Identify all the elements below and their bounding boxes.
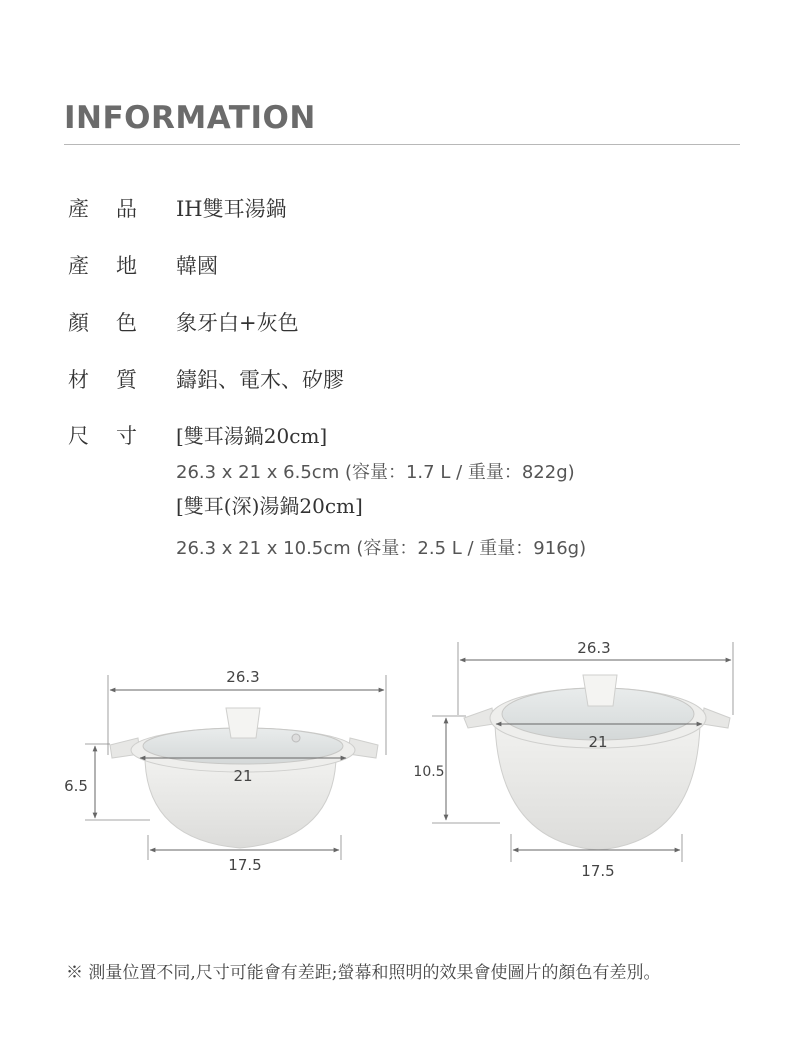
deep-base-label: 17.5 [581,862,615,880]
title-divider [64,144,740,145]
shallow-height-label: 6.5 [64,777,88,795]
size-item2-detail: 26.3 x 21 x 10.5cm (容量：2.5 L / 重量：916g) [176,538,587,559]
size-item2-name: [雙耳(深)湯鍋20cm] [176,494,363,518]
spec-value-color: 象牙白+灰色 [176,311,299,335]
dimension-diagrams [0,620,800,920]
size-item1-detail: 26.3 x 21 x 6.5cm (容量：1.7 L / 重量：822g) [176,462,575,483]
deep-pot-illustration [432,642,733,862]
shallow-inner-label: 21 [233,767,253,785]
spec-value-material: 鑄鋁、電木、矽膠 [176,368,344,392]
shallow-base-label: 17.5 [228,856,262,874]
spec-value-origin: 韓國 [176,254,218,278]
size-item1-name: [雙耳湯鍋20cm] [176,424,328,448]
deep-height-label: 10.5 [413,764,445,780]
spec-value-product: IH雙耳湯鍋 [176,197,287,221]
footer-note: ※ 測量位置不同,尺寸可能會有差距;螢幕和照明的效果會使圖片的顏色有差別。 [66,963,661,983]
page-title: INFORMATION [64,100,316,136]
shallow-width-label: 26.3 [226,668,260,686]
deep-inner-label: 21 [588,733,608,751]
deep-width-label: 26.3 [577,639,611,657]
